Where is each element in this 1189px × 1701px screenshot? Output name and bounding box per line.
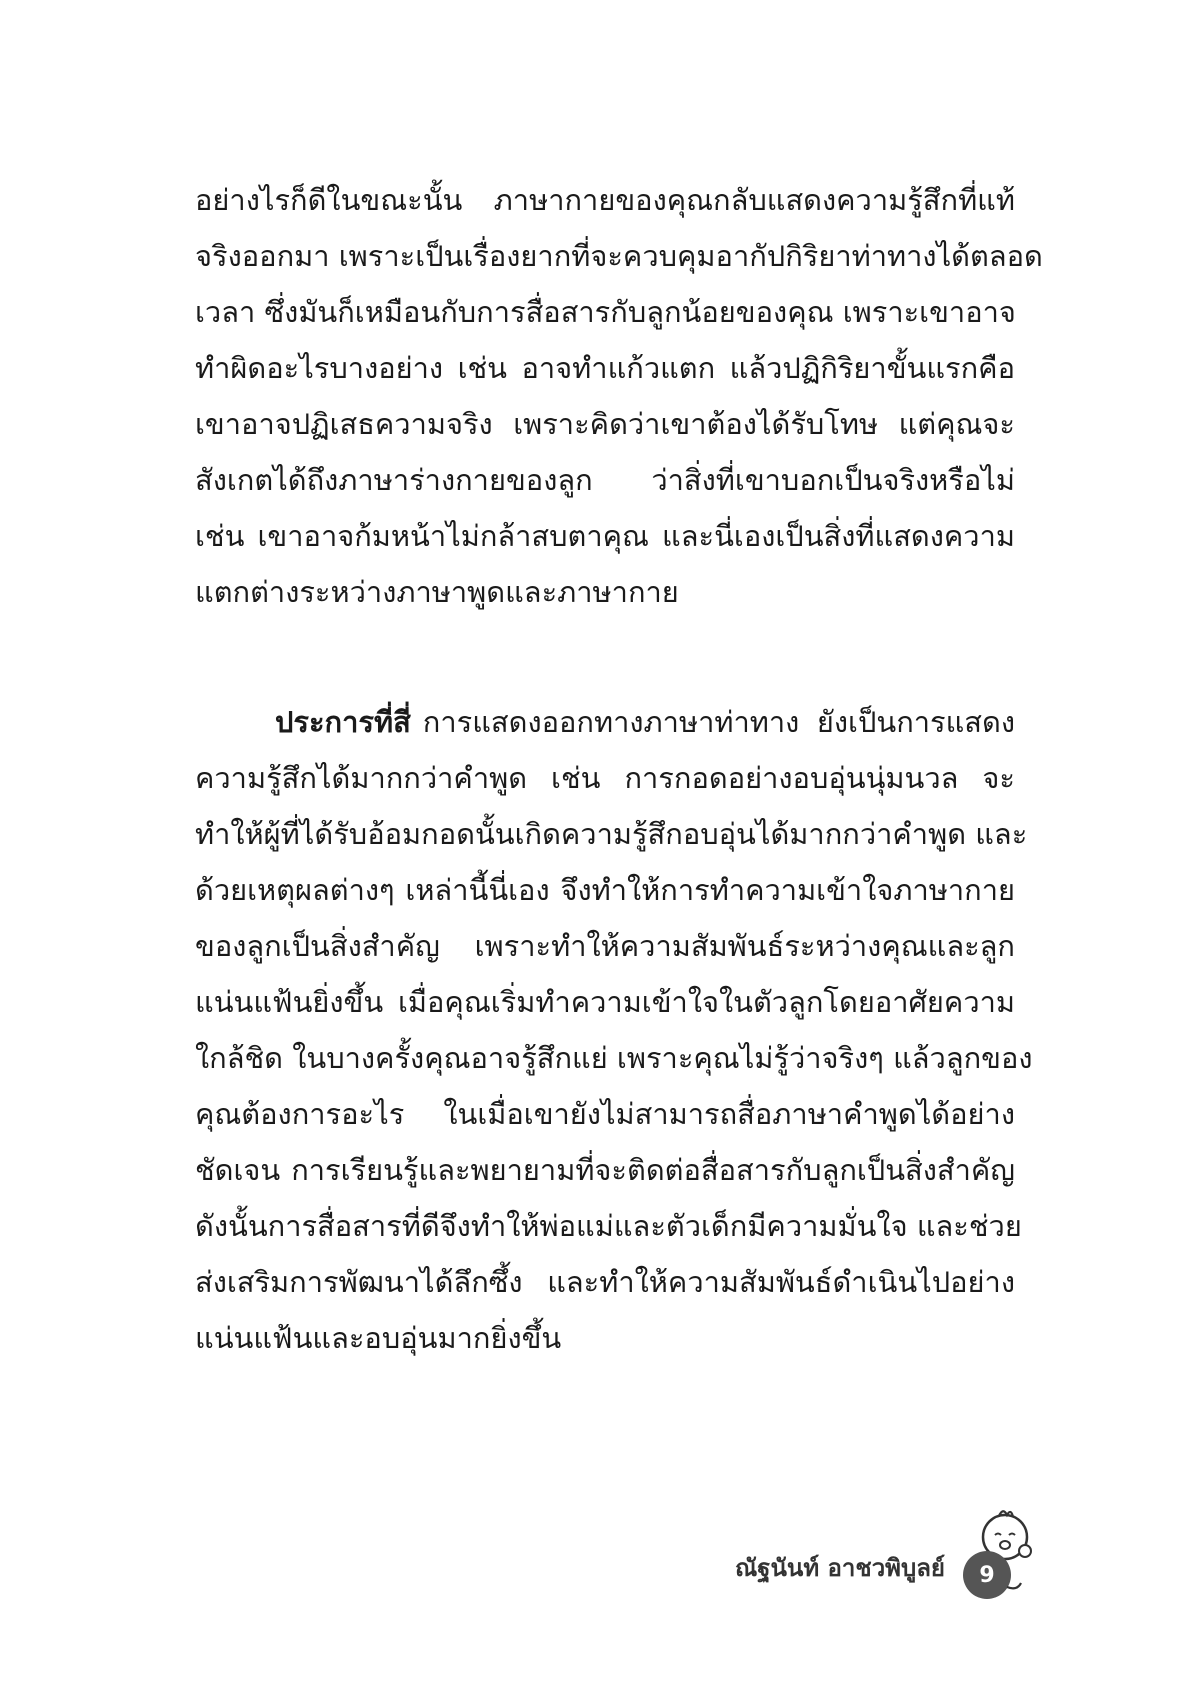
paragraph-line: ทำผิดอะไรบางอย่าง เช่น อาจทำแก้วแตก แล้วปฏิกิริยาขั้นแรกคือ xyxy=(195,351,1015,385)
paragraph-line-text: การแสดงออกทางภาษาท่าทาง ยังเป็นการแสดง xyxy=(422,705,1015,739)
paragraph-line: แน่นแฟ้นยิ่งขึ้น เมื่อคุณเริ่มทำความเข้าใจในตัวลูกโดยอาศัยความ xyxy=(195,985,1015,1019)
paragraph-line: คุณต้องการอะไร ในเมื่อเขายังไม่สามารถสื่อภาษาคำพูดได้อย่าง xyxy=(195,1097,1015,1131)
paragraph-line: ของลูกเป็นสิ่งสำคัญ เพราะทำให้ความสัมพันธ์ระหว่างคุณและลูก xyxy=(195,929,1015,963)
paragraph-line: สังเกตได้ถึงภาษาร่างกายของลูก ว่าสิ่งที่เขาบอกเป็นจริงหรือไม่ xyxy=(195,463,1015,497)
paragraph-line: ความรู้สึกได้มากกว่าคำพูด เช่น การกอดอย่างอบอุ่นนุ่มนวล จะ xyxy=(195,761,1015,795)
page-footer xyxy=(735,1520,1039,1590)
paragraph-line: เช่น เขาอาจก้มหน้าไม่กล้าสบตาคุณ และนี่เองเป็นสิ่งที่แสดงความ xyxy=(195,519,1015,553)
paragraph-line: ส่งเสริมการพัฒนาได้ลึกซึ้ง และทำให้ความสัมพันธ์ดำเนินไปอย่าง xyxy=(195,1265,1015,1299)
paragraph-line: อย่างไรก็ดีในขณะนั้น ภาษากายของคุณกลับแสดงความรู้สึกที่แท้ xyxy=(195,183,1015,217)
page-badge xyxy=(959,1505,1039,1605)
paragraph-1 xyxy=(195,172,1043,620)
paragraph-first-line xyxy=(195,694,1015,750)
paragraph-line: ด้วยเหตุผลต่างๆ เหล่านี้นี่เอง จึงทำให้การทำความเข้าใจภาษากาย xyxy=(195,873,1015,907)
paragraph-2 xyxy=(195,694,1033,1366)
page-number: 9 xyxy=(979,1563,995,1588)
paragraph-line: ทำให้ผู้ที่ได้รับอ้อมกอดนั้นเกิดความรู้สึกอบอุ่นได้มากกว่าคำพูด และ xyxy=(195,817,1028,851)
paragraph-line: เวลา ซึ่งมันก็เหมือนกับการสื่อสารกับลูกน้อยของคุณ เพราะเขาอาจ xyxy=(195,295,1016,329)
paragraph-line: จริงออกมา เพราะเป็นเรื่องยากที่จะควบคุมอากัปกิริยาท่าทางได้ตลอด xyxy=(195,239,1043,273)
author-name: ณัฐนันท์ อาชวพิบูลย์ xyxy=(735,1553,945,1582)
paragraph-line: ดังนั้นการสื่อสารที่ดีจึงทำให้พ่อแม่และตัวเด็กมีความมั่นใจ และช่วย xyxy=(195,1209,1022,1243)
paragraph-line: ชัดเจน การเรียนรู้และพยายามที่จะติดต่อสื่อสารกับลูกเป็นสิ่งสำคัญ xyxy=(195,1153,1015,1187)
paragraph-line: เขาอาจปฏิเสธความจริง เพราะคิดว่าเขาต้องได้รับโทษ แต่คุณจะ xyxy=(195,407,1015,441)
paragraph-line: แน่นแฟ้นและอบอุ่นมากยิ่งขึ้น xyxy=(195,1321,562,1355)
paragraph-line: ใกล้ชิด ในบางครั้งคุณอาจรู้สึกแย่ เพราะคุณไม่รู้ว่าจริงๆ แล้วลูกของ xyxy=(195,1041,1033,1075)
paragraph-line: แตกต่างระหว่างภาษาพูดและภาษากาย xyxy=(195,575,679,609)
baby-mascot-icon xyxy=(959,1505,1039,1605)
section-heading-inline: ประการที่สี่ xyxy=(275,705,411,739)
